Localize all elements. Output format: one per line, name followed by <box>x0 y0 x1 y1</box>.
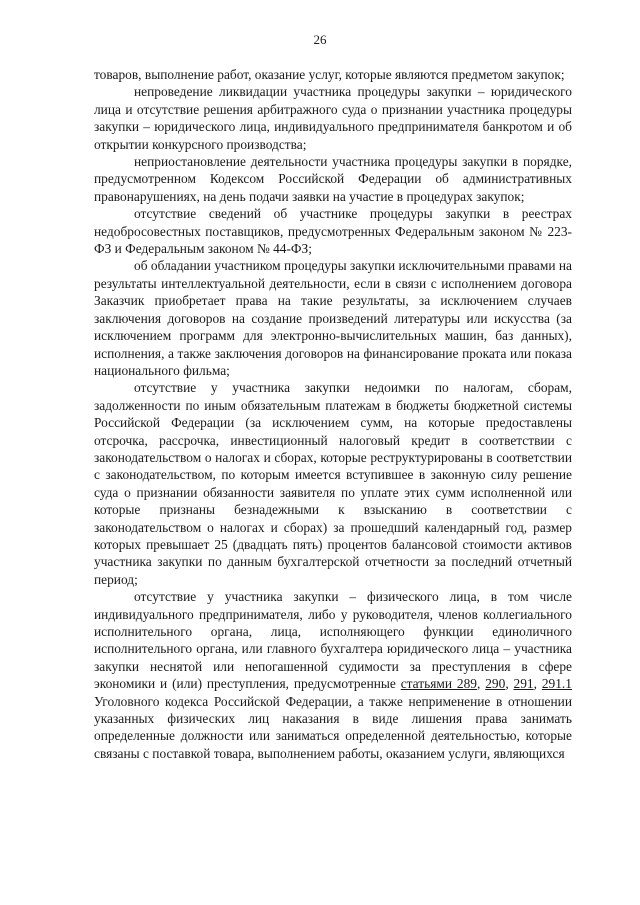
link-separator: , <box>505 676 514 692</box>
document-body <box>94 66 572 762</box>
criminal-code-article-link-291-1[interactable]: 291.1 <box>541 676 572 692</box>
paragraph-6-text-before: отсутствие у участника закупки – физического лица, в том числе индивидуального предпринимателя, либо у руководителя, членов коллегиального исполнительного органа, лица, исполняющего функции единоличного исполнительного органа, или главного бухгалтера юридического лица – участника закупки неснятой или непогашенной судимости за преступления в сфере экономики и (или) преступления, предусмотренные <box>94 589 572 692</box>
paragraph-4: об обладании участником процедуры закупки исключительными правами на результаты интеллектуальной деятельности, если в связи с исполнением договора Заказчик приобретает права на такие результаты, за исключением случаев заключения договоров на создание произведений литературы или искусства (за исключением программ для электронно-вычислительных машин, баз данных), исполнения, а также заключения договоров на финансирование проката или показа национального фильма; <box>94 258 572 378</box>
paragraph-6-text-after: Уголовного кодекса Российской Федерации, а также неприменение в отношении указанных физических лиц наказания в виде лишения права занимать определенные должности или заниматься определенной деятельностью, которые связаны с поставкой товара, выполнением работы, оказанием услуги, являющихся <box>94 693 572 761</box>
paragraph-1: непроведение ликвидации участника процедуры закупки – юридического лица и отсутствие решения арбитражного суда о признании участника процедуры закупки – юридического лица, индивидуального предпринимателя банкротом и об открытии конкурсного производства; <box>94 84 572 152</box>
page-number: 26 <box>313 32 327 47</box>
link-separator: , <box>533 676 542 692</box>
paragraph-2: неприостановление деятельности участника процедуры закупки в порядке, предусмотренном Кодексом Российской Федерации об административных правонарушениях, на день подачи заявки на участие в процедурах закупок; <box>94 154 572 204</box>
paragraph-6 <box>94 588 572 762</box>
criminal-code-article-link-291[interactable]: 291 <box>513 676 534 692</box>
criminal-code-article-link-290[interactable]: 290 <box>485 676 506 692</box>
link-separator: , <box>477 676 486 692</box>
criminal-code-article-link-289[interactable]: статьями 289 <box>400 676 477 692</box>
paragraph-3: отсутствие сведений об участнике процедуры закупки в реестрах недобросовестных поставщиков, предусмотренных Федеральным законом № 223-ФЗ и Федеральным законом № 44-ФЗ; <box>94 206 572 257</box>
paragraph-5: отсутствие у участника закупки недоимки по налогам, сборам, задолженности по иным обязательным платежам в бюджеты бюджетной системы Российской Федерации (за исключением сумм, на которые предоставлены отсрочка, рассрочка, инвестиционный налоговый кредит в соответствии с законодательством о налогах и сборах, которые реструктурированы в соответствии с законодательством, по которым имеется вступившее в законную силу решение суда о признании обязанности заявителя по уплате этих сумм исполненной или которые признаны безнадежными к взысканию в соответствии с законодательством о налогах и сборах) за прошедший календарный год, размер которых превышает 25 (двадцать пять) процентов балансовой стоимости активов участника закупки по данным бухгалтерской отчетности за последний отчетный период; <box>94 380 572 587</box>
paragraph-0: товаров, выполнение работ, оказание услуг, которые являются предметом закупок; <box>94 67 565 82</box>
